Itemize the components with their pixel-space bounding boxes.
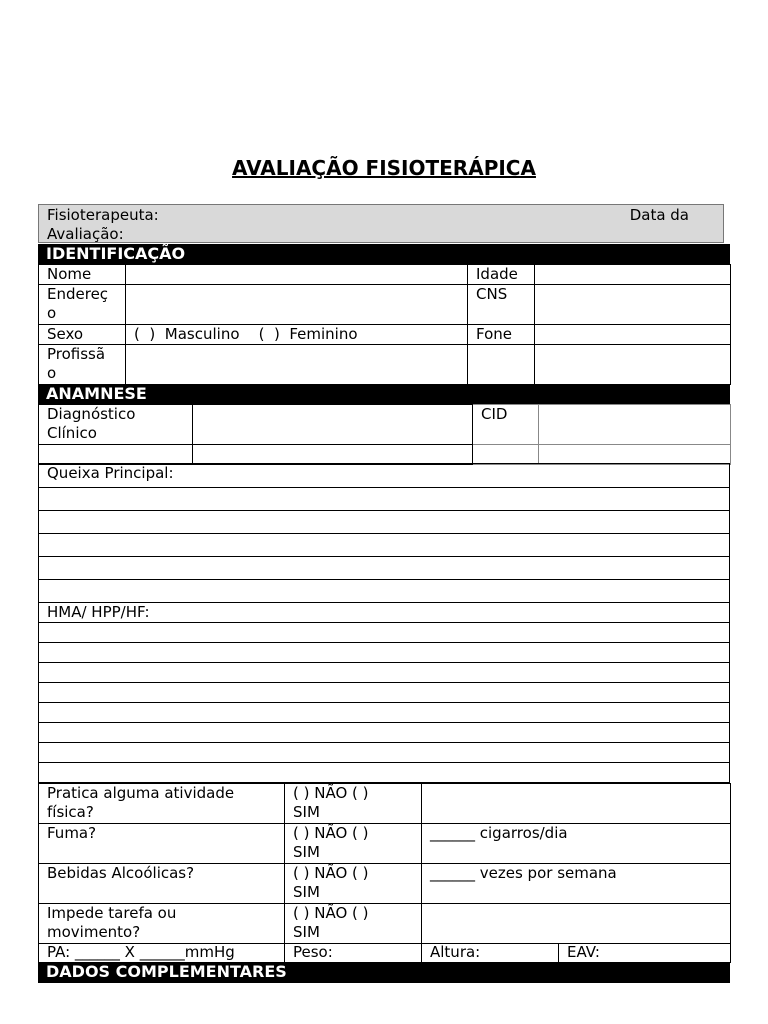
queixa-table <box>38 463 730 783</box>
queixa-line[interactable] <box>39 488 730 511</box>
hma-line[interactable] <box>39 683 730 703</box>
nome-field[interactable] <box>126 265 468 285</box>
hma-line[interactable] <box>39 663 730 683</box>
habits-table <box>38 783 731 963</box>
pa-field[interactable]: PA: ______ X ______mmHg <box>39 944 285 963</box>
fuma-options[interactable]: ( ) NÃO ( ) SIM <box>285 824 422 864</box>
page-title: AVALIAÇÃO FISIOTERÁPICA <box>232 156 536 180</box>
queixa-line[interactable] <box>39 511 730 534</box>
header-box <box>38 204 724 243</box>
hma-line[interactable] <box>39 643 730 663</box>
cid-extra-field[interactable] <box>539 445 731 465</box>
cid-extra-label[interactable] <box>473 445 539 465</box>
impede-options[interactable]: ( ) NÃO ( ) SIM <box>285 904 422 944</box>
section-anamnese: ANAMNESE <box>38 384 730 404</box>
diagnostico-label: Diagnóstico Clínico <box>39 405 193 445</box>
atividade-options[interactable]: ( ) NÃO ( ) SIM <box>285 784 422 824</box>
profissao-extra-field-2[interactable] <box>535 345 731 385</box>
cid-label: CID <box>473 405 539 445</box>
profissao-extra-field[interactable] <box>468 345 535 385</box>
fuma-label: Fuma? <box>39 824 285 864</box>
diagnosis-table <box>38 404 731 465</box>
therapist-label: Fisioterapeuta: <box>47 206 159 224</box>
date-label-cont: Avaliação: <box>47 225 124 243</box>
idade-field[interactable] <box>535 265 731 285</box>
queixa-line[interactable] <box>39 557 730 580</box>
date-label: Data da <box>629 206 689 224</box>
diagnostico-extra-field[interactable] <box>193 445 473 465</box>
section-identificacao: IDENTIFICAÇÃO <box>38 244 730 264</box>
vezes-field[interactable]: ______ vezes por semana <box>422 864 731 904</box>
atividade-label: Pratica alguma atividade física? <box>39 784 285 824</box>
bebidas-options[interactable]: ( ) NÃO ( ) SIM <box>285 864 422 904</box>
bottom-rule <box>38 982 730 983</box>
cns-label: CNS <box>468 285 535 325</box>
hma-line[interactable] <box>39 763 730 783</box>
identification-table <box>38 264 731 385</box>
bebidas-label: Bebidas Alcoólicas? <box>39 864 285 904</box>
impede-label: Impede tarefa ou movimento? <box>39 904 285 944</box>
sexo-options[interactable]: ( ) Masculino ( ) Feminino <box>126 325 468 345</box>
atividade-field[interactable] <box>422 784 731 824</box>
idade-label: Idade <box>468 265 535 285</box>
fone-field[interactable] <box>535 325 731 345</box>
sexo-label: Sexo <box>39 325 126 345</box>
impede-field[interactable] <box>422 904 731 944</box>
profissao-label: Profissã o <box>39 345 126 385</box>
hma-line[interactable] <box>39 623 730 643</box>
queixa-label: Queixa Principal: <box>39 464 730 488</box>
hma-line[interactable] <box>39 743 730 763</box>
eav-field[interactable]: EAV: <box>559 944 731 963</box>
hma-label: HMA/ HPP/HF: <box>39 603 730 623</box>
section-dados-complementares: DADOS COMPLEMENTARES <box>38 962 730 982</box>
profissao-field[interactable] <box>126 345 468 385</box>
cns-field[interactable] <box>535 285 731 325</box>
queixa-line[interactable] <box>39 580 730 603</box>
hma-line[interactable] <box>39 703 730 723</box>
fone-label: Fone <box>468 325 535 345</box>
nome-label: Nome <box>39 265 126 285</box>
endereco-label: Endereç o <box>39 285 126 325</box>
endereco-field[interactable] <box>126 285 468 325</box>
hma-line[interactable] <box>39 723 730 743</box>
diagnostico-extra-label[interactable] <box>39 445 193 465</box>
queixa-line[interactable] <box>39 534 730 557</box>
cigarros-field[interactable]: ______ cigarros/dia <box>422 824 731 864</box>
peso-field[interactable]: Peso: <box>285 944 422 963</box>
cid-field[interactable] <box>539 405 731 445</box>
altura-field[interactable]: Altura: <box>422 944 559 963</box>
diagnostico-field[interactable] <box>193 405 473 445</box>
